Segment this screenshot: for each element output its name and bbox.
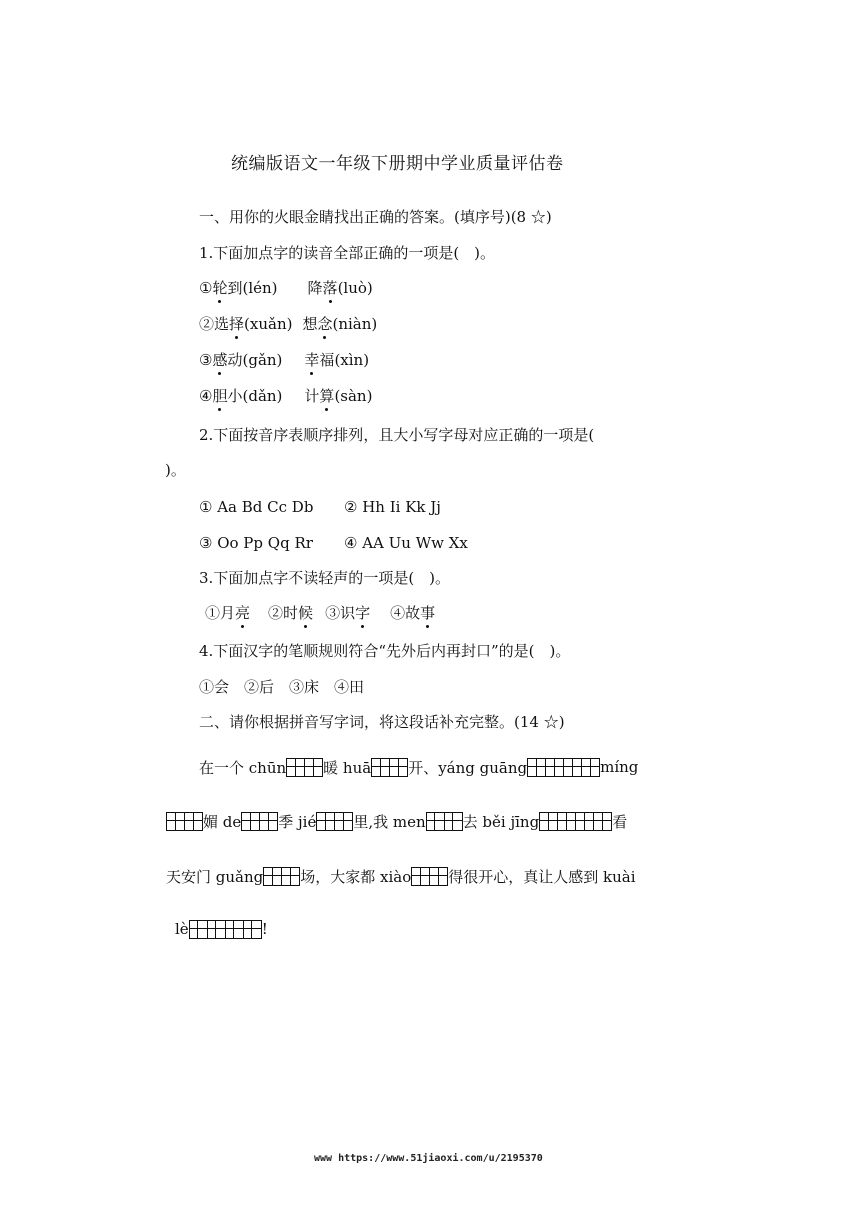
q2-stem-end: )。	[165, 461, 186, 479]
q1-stem: 1.下面加点字的读音全部正确的一项是( )。	[199, 244, 496, 262]
writing-box-group[interactable]	[286, 758, 323, 777]
fill-text: 去 běi jīng	[462, 812, 540, 831]
writing-box[interactable]	[189, 920, 208, 939]
fill-text: 天安门 guǎng	[166, 867, 264, 886]
writing-box[interactable]	[558, 812, 576, 831]
writing-box[interactable]	[527, 758, 546, 777]
writing-box[interactable]	[226, 920, 244, 939]
writing-box[interactable]	[305, 758, 323, 777]
writing-box[interactable]	[208, 920, 226, 939]
q1-option-1	[199, 278, 373, 298]
writing-box[interactable]	[286, 758, 305, 777]
option-number: ①	[199, 279, 213, 297]
section2-heading: 二、请你根据拼音写字词，将这段话补充完整。(14 ☆)	[199, 713, 565, 731]
option-pinyin: (niàn)	[332, 315, 378, 333]
writing-box[interactable]	[390, 758, 408, 777]
dotted-char: 胆	[212, 387, 228, 405]
writing-box-group[interactable]	[539, 812, 612, 831]
q2-option-4: ④ AA Uu Ww Xx	[344, 534, 468, 552]
fill-text: 暖 huā	[323, 758, 372, 777]
fill-line-3	[166, 857, 636, 895]
writing-box-group[interactable]	[316, 812, 353, 831]
dotted-char: 候	[298, 604, 314, 622]
dotted-char: 轮	[212, 279, 228, 297]
option-pinyin: (gǎn)	[242, 351, 283, 369]
writing-box[interactable]	[445, 812, 463, 831]
writing-box[interactable]	[594, 812, 612, 831]
option-pinyin: (luò)	[337, 279, 373, 297]
q1-option-3	[199, 350, 369, 370]
q2-option-3: ③ Oo Pp Qq Rr	[199, 534, 313, 552]
dotted-char: 念	[317, 315, 333, 333]
q4-options: ①会 ②后 ③床 ④田	[199, 678, 365, 696]
option-text: 降	[307, 279, 323, 297]
fill-text: !	[261, 920, 268, 938]
option-text: 福	[319, 351, 335, 369]
writing-box-group[interactable]	[263, 867, 300, 886]
q2-option-2: ② Hh Ii Kk Jj	[344, 498, 441, 516]
writing-box[interactable]	[576, 812, 594, 831]
option-text: 小	[227, 387, 243, 405]
fill-text: 在一个 chūn	[199, 758, 287, 777]
writing-box[interactable]	[582, 758, 600, 777]
dotted-char: 感	[212, 351, 228, 369]
option-text: ②时	[268, 604, 299, 622]
writing-box[interactable]	[316, 812, 335, 831]
fill-text: 开、yáng guāng	[408, 758, 528, 777]
writing-box[interactable]	[371, 758, 390, 777]
writing-box[interactable]	[241, 812, 260, 831]
q3-stem: 3.下面加点字不读轻声的一项是( )。	[199, 569, 451, 587]
writing-box-group[interactable]	[426, 812, 463, 831]
writing-box[interactable]	[185, 812, 203, 831]
writing-box[interactable]	[539, 812, 558, 831]
option-pinyin: (dǎn)	[242, 387, 283, 405]
writing-box[interactable]	[411, 867, 430, 886]
option-text: ④故	[390, 604, 421, 622]
fill-line-2	[166, 802, 627, 840]
option-text: 到	[227, 279, 243, 297]
fill-text: 场，大家都 xiào	[300, 867, 412, 886]
dotted-char: 算	[319, 387, 335, 405]
dotted-char: 亮	[235, 604, 251, 622]
option-number: ④	[199, 387, 213, 405]
fill-text: 里,我 men	[353, 812, 426, 831]
writing-box-group[interactable]	[241, 812, 278, 831]
writing-box-group[interactable]	[371, 758, 408, 777]
fill-text: 媚 de	[203, 812, 242, 831]
option-number: ③	[199, 351, 213, 369]
q4-stem: 4.下面汉字的笔顺规则符合“先外后内再封口”的是( )。	[199, 642, 571, 660]
writing-box[interactable]	[263, 867, 282, 886]
fill-text: lè	[175, 920, 189, 938]
option-text: ②选	[199, 315, 230, 333]
dotted-char: 事	[420, 604, 436, 622]
writing-box[interactable]	[546, 758, 564, 777]
writing-box[interactable]	[335, 812, 353, 831]
option-text: ③识	[325, 604, 356, 622]
fill-line-4	[175, 910, 268, 948]
q1-option-4	[199, 386, 372, 406]
fill-text: 得很开心，真让人感到 kuài	[448, 867, 636, 886]
fill-text: míng	[600, 758, 639, 776]
fill-line-1	[199, 748, 638, 786]
fill-text: 看	[612, 812, 628, 831]
writing-box[interactable]	[426, 812, 445, 831]
writing-box[interactable]	[564, 758, 582, 777]
page-title: 统编版语文一年级下册期中学业质量评估卷	[231, 154, 564, 174]
section1-heading: 一、用你的火眼金睛找出正确的答案。(填序号)(8 ☆)	[199, 208, 552, 226]
q3-options	[205, 603, 435, 623]
option-pinyin: (sàn)	[334, 387, 373, 405]
option-pinyin: (xuǎn)	[244, 315, 293, 333]
writing-box-group[interactable]	[527, 758, 600, 777]
dotted-char: 落	[322, 279, 338, 297]
writing-box-group[interactable]	[166, 812, 203, 831]
fill-text: 季 jié	[278, 812, 317, 831]
option-text: 想	[302, 315, 318, 333]
writing-box[interactable]	[166, 812, 185, 831]
option-pinyin: (xìn)	[334, 351, 370, 369]
q2-stem: 2.下面按音序表顺序排列，且大小写字母对应正确的一项是(	[199, 426, 595, 444]
dotted-char: 字	[355, 604, 371, 622]
option-pinyin: (lén)	[242, 279, 278, 297]
footer-url[interactable]: www https://www.51jiaoxi.com/u/2195370	[314, 1153, 543, 1164]
q1-option-2	[199, 314, 377, 334]
option-text: ①月	[205, 604, 236, 622]
writing-box[interactable]	[244, 920, 262, 939]
dotted-char: 择	[229, 315, 245, 333]
writing-box[interactable]	[282, 867, 300, 886]
dotted-char: 幸	[304, 351, 320, 369]
writing-box-group[interactable]	[411, 867, 448, 886]
q2-option-1: ① Aa Bd Cc Db	[199, 498, 314, 516]
writing-box[interactable]	[430, 867, 448, 886]
option-text: 动	[227, 351, 243, 369]
writing-box[interactable]	[260, 812, 278, 831]
writing-box-group[interactable]	[189, 920, 262, 939]
option-text: 计	[304, 387, 320, 405]
